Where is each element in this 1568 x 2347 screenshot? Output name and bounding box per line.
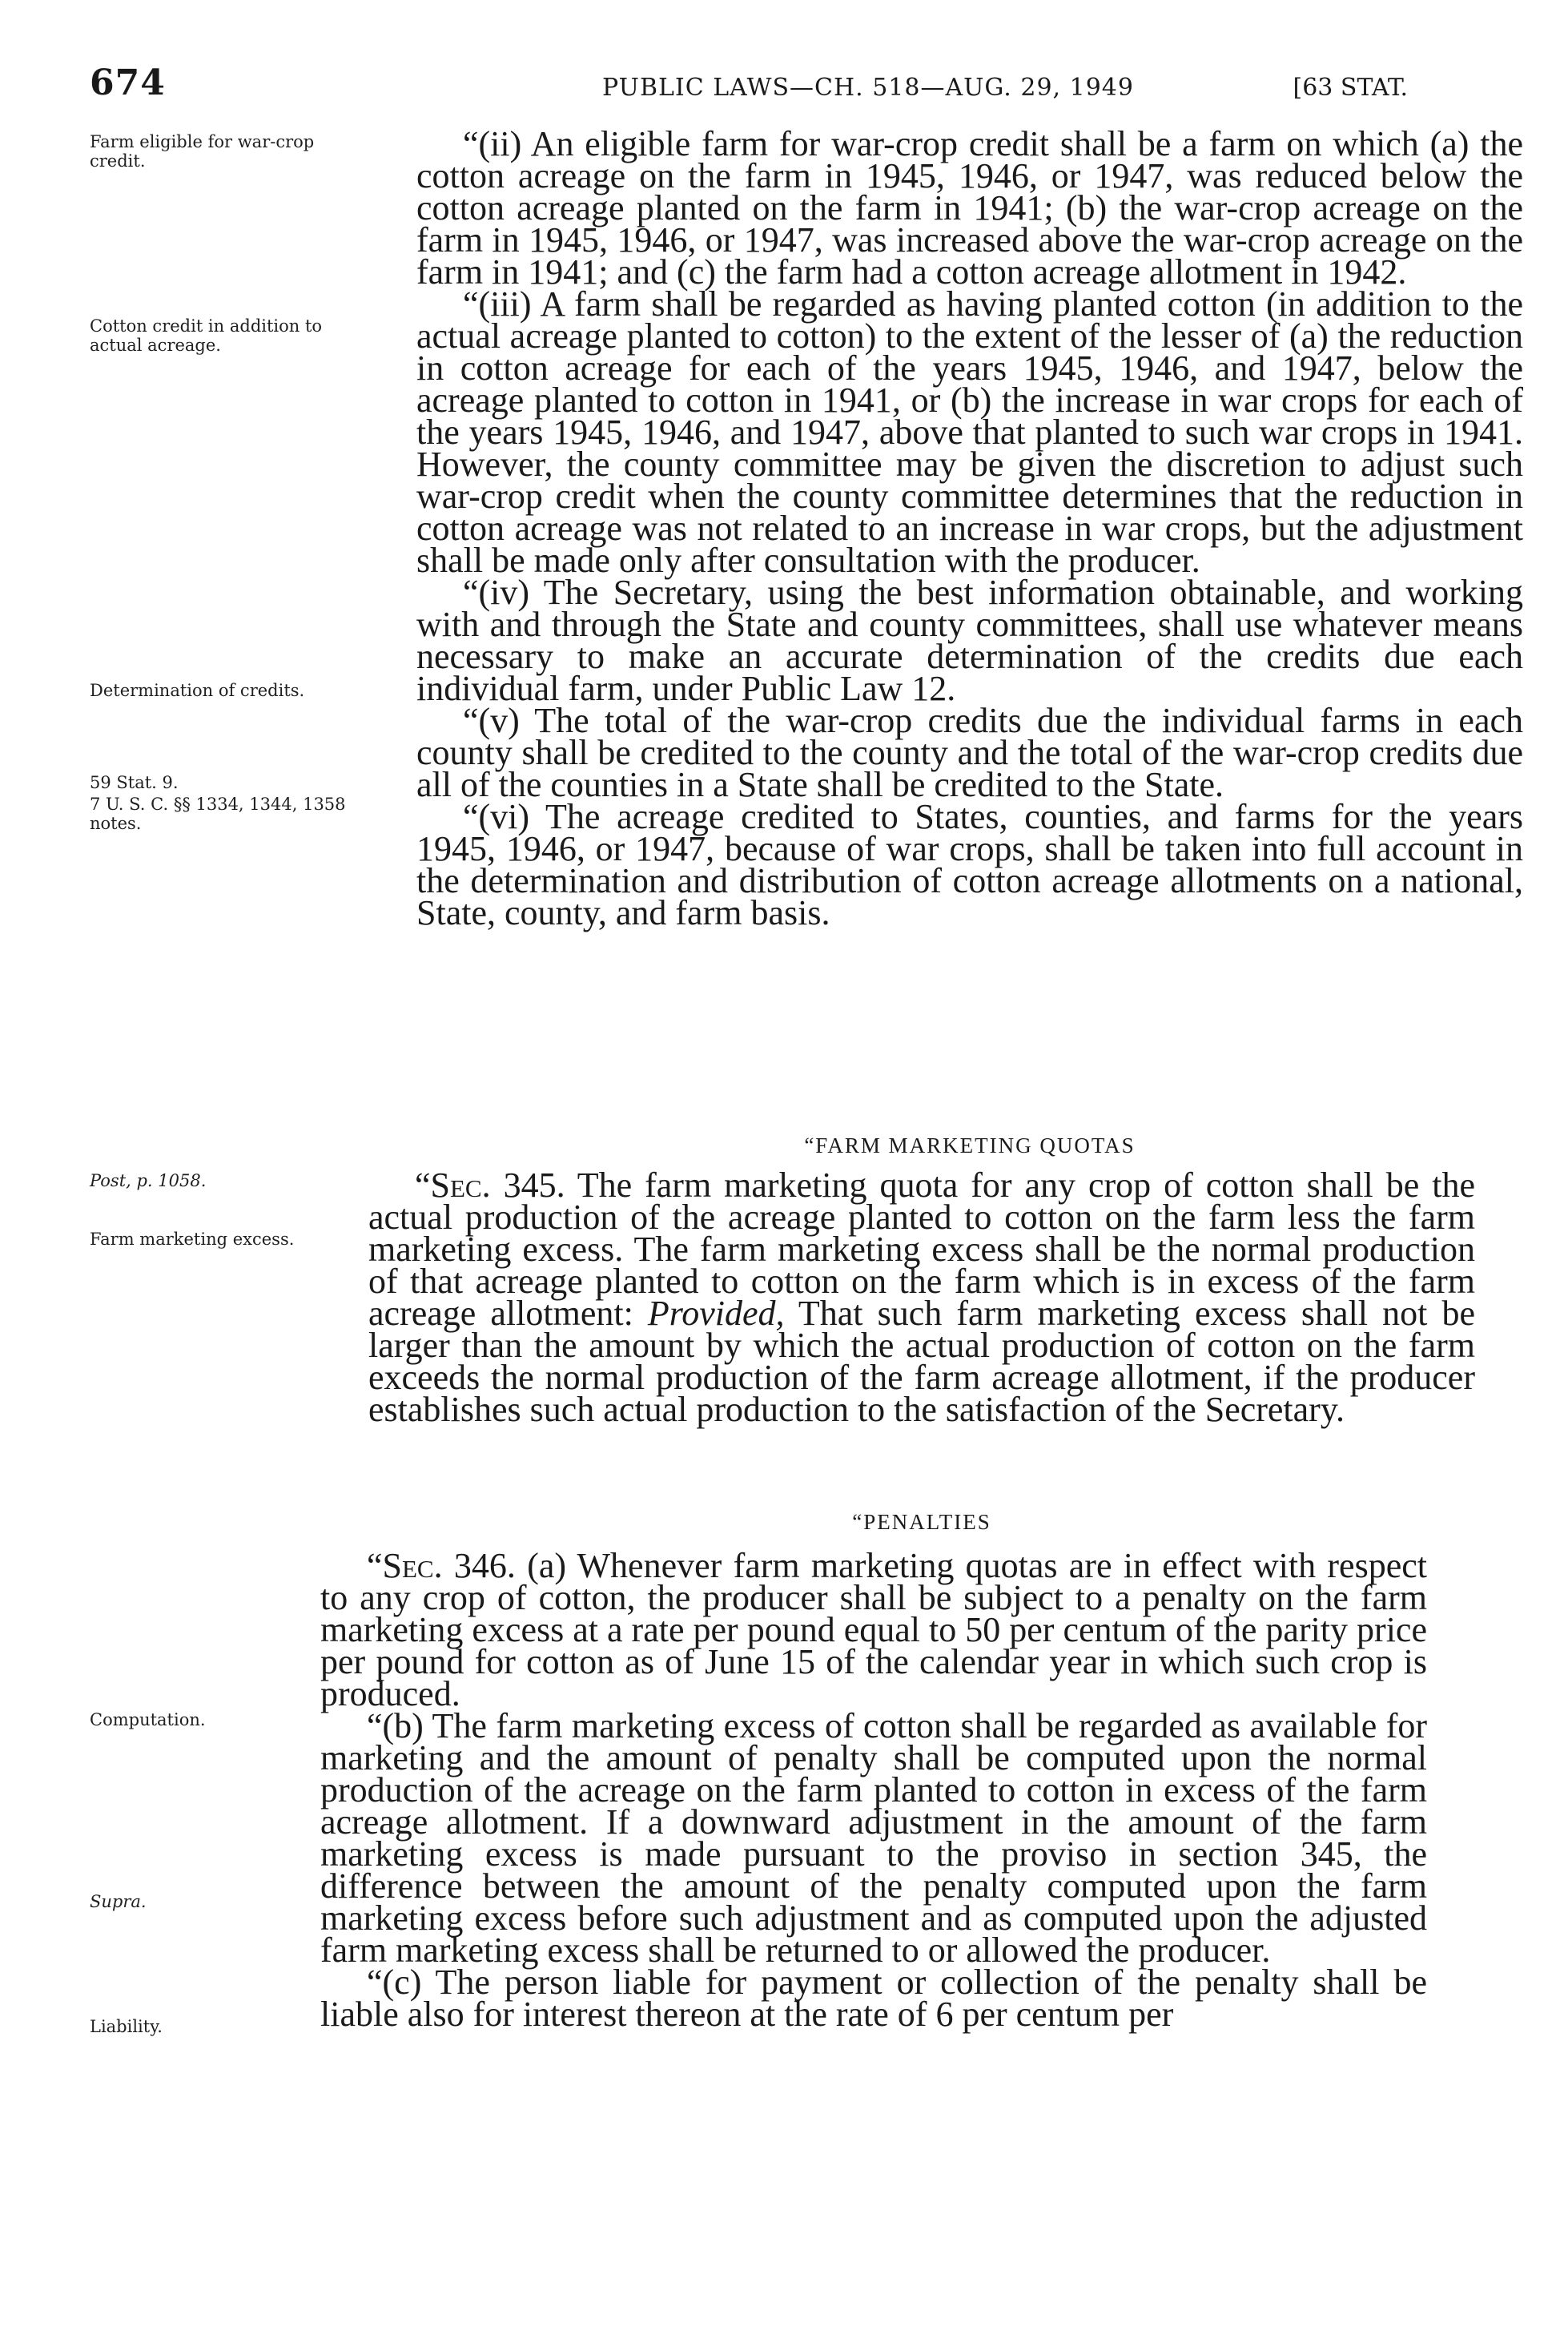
- heading-farm-marketing-quotas-wrap: [416, 1129, 1523, 1161]
- section-345-text-b: That such farm marketing excess shall not be larger than the amount by which the actual production of cotton on the farm exceeds the normal production of the farm acreage allotment, if the producer establishes such actual production to the satisfaction of the Secretary.: [368, 1294, 1475, 1429]
- heading-farm-marketing-quotas: “FARM MARKETING QUOTAS: [804, 1133, 1136, 1157]
- heading-penalties-wrap: [368, 1506, 1475, 1538]
- margin-note-computation: Computation.: [90, 1710, 206, 1729]
- page-number: 674: [90, 62, 166, 103]
- section-345-provided: Provided,: [647, 1294, 785, 1333]
- margin-note-eligible: Farm eligible for war-crop credit.: [90, 132, 315, 171]
- section-346-block: [320, 1546, 1427, 2034]
- paragraph-iv: “(iv) The Secretary, using the best information obtainable, and working with and through the State and county committees, shall use whatever means necessary to make an accurate determination of the credits due each individual farm, under Public Law 12.: [416, 573, 1523, 708]
- section-346-c: “(c) The person liable for payment or collection of the penalty shall be liable also for interest thereon at the rate of 6 per centum per: [320, 1963, 1427, 2034]
- section-345-text-a: 345. The farm marketing quota for any crop of cotton shall be the actual production of the acreage planted to cotton on the farm less the farm marketing excess. The farm marketing excess shall be the normal production of that acreage planted to cotton on the farm which is in excess of the farm acreage allotment:: [368, 1165, 1475, 1333]
- margin-note-usc-citation: 7 U. S. C. §§ 1334, 1344, 1358 notes.: [90, 795, 346, 834]
- section-346-text-a: 346. (a) Whenever farm marketing quotas are in effect with respect to any crop of cotton, the producer shall be subject to a penalty on the farm marketing excess at a rate per pound equal to 50 per centum of the parity price per pound for cotton as of June 15 of the calendar year in which such crop is produced.: [320, 1546, 1427, 1713]
- section-345-label: “Sec.: [415, 1165, 491, 1205]
- section-346-b: “(b) The farm marketing excess of cotton shall be regarded as available for marketing and the amount of penalty shall be computed upon the normal production of the acreage on the farm planted to cotton in excess of the farm acreage allotment. If a downward adjustment in the amount of the farm marketing excess is made pursuant to the proviso in section 345, the difference between the amount of the penalty computed upon the farm marketing excess before such adjustment and as computed upon the adjusted farm marketing excess shall be returned to or allowed the producer.: [320, 1706, 1427, 1970]
- section-345-block: [368, 1165, 1475, 1429]
- margin-note-post: Post, p. 1058.: [90, 1171, 207, 1190]
- margin-note-supra: Supra.: [90, 1892, 147, 1911]
- volume-reference: [63 STAT.: [1293, 74, 1408, 102]
- paragraph-vi: “(vi) The acreage credited to States, counties, and farms for the years 1945, 1946, or 1947, because of war crops, shall be taken into full account in the determination and distribution of cotton acreage allotments on a national, State, county, and farm basis.: [416, 797, 1523, 932]
- page-header: [0, 62, 1568, 111]
- section-346-a: [320, 1546, 1427, 1713]
- margin-note-determination: Determination of credits.: [90, 681, 305, 700]
- running-head: PUBLIC LAWS—CH. 518—AUG. 29, 1949: [602, 74, 1134, 102]
- margin-note-stat-citation: 59 Stat. 9.: [90, 773, 179, 792]
- heading-penalties: “PENALTIES: [852, 1510, 991, 1534]
- section-345: [368, 1165, 1475, 1429]
- margin-note-marketing-excess: Farm marketing excess.: [90, 1230, 295, 1249]
- margin-note-liability: Liability.: [90, 2017, 163, 2036]
- paragraph-iii: “(iii) A farm shall be regarded as having planted cotton (in addition to the actual acreage planted to cotton) to the extent of the lesser of (a) the reduction in cotton acreage for each of the years 1945, 1946, and 1947, below the acreage planted to cotton in 1941, or (b) the increase in war crops for each of the years 1945, 1946, and 1947, above that planted to such war crops in 1941. However, the county committee may be given the discretion to adjust such war-crop credit when the county committee determines that the reduction in cotton acreage was not related to an increase in war crops, but the adjustment shall be made only after consultation with the producer.: [416, 284, 1523, 580]
- margin-note-cotton-credit: Cotton credit in addition to actual acreage.: [90, 316, 323, 356]
- paragraph-v: “(v) The total of the war-crop credits due the individual farms in each county shall be credited to the county and the total of the war-crop credits due all of the counties in a State shall be credited to the State.: [416, 701, 1523, 804]
- body-upper: [416, 124, 1523, 932]
- section-346-label: “Sec.: [367, 1546, 443, 1585]
- paragraph-ii: “(ii) An eligible farm for war-crop credit shall be a farm on which (a) the cotton acreage on the farm in 1945, 1946, or 1947, was reduced below the cotton acreage planted on the farm in 1941; (b) the war-crop acreage on the farm in 1945, 1946, or 1947, was increased above the war-crop acreage on the farm in 1941; and (c) the farm had a cotton acreage allotment in 1942.: [416, 124, 1523, 292]
